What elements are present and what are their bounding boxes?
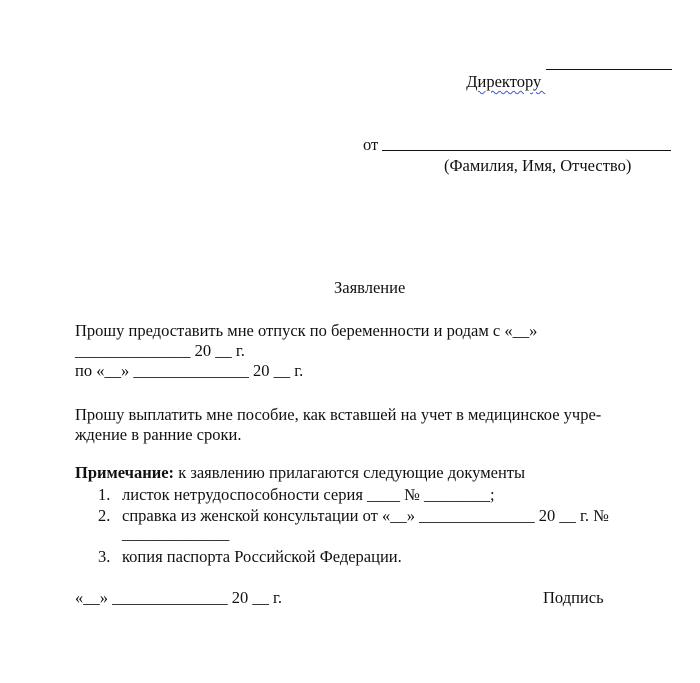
note-item-3-number: 3.	[98, 547, 111, 566]
request-line-2: ______________ 20 __ г.	[75, 341, 245, 360]
note-label: Примечание:	[75, 463, 175, 482]
recipient-label: Директору	[466, 72, 546, 91]
request-line-1: Прошу предоставить мне отпуск по беременности и родам с «__»	[75, 321, 538, 340]
from-prefix: от	[363, 135, 379, 154]
footer-date: «__» ______________ 20 __ г.	[75, 588, 283, 607]
note-item-1-text: листок нетрудоспособности серия ____ № ________;	[122, 485, 495, 504]
name-caption: (Фамилия, Имя, Отчество)	[444, 156, 632, 175]
note-item-1-number: 1.	[98, 485, 111, 504]
note-item-3-text: копия паспорта Российской Федерации.	[122, 547, 402, 566]
recipient-line	[546, 69, 672, 70]
from-line	[382, 150, 671, 151]
note-item-2-number: 2.	[98, 506, 111, 525]
document-title: Заявление	[334, 278, 406, 297]
note-item-2-continuation: _____________	[122, 524, 230, 543]
note-heading	[75, 463, 525, 483]
payment-line-2: ждение в ранние сроки.	[75, 425, 242, 444]
payment-line-1: Прошу выплатить мне пособие, как вставшей на учет в медицинское учре-	[75, 405, 602, 424]
recipient-title	[458, 52, 545, 92]
note-text: к заявлению прилагаются следующие документы	[174, 463, 526, 482]
request-line-3: по «__» ______________ 20 __ г.	[75, 361, 304, 380]
note-item-2-text: справка из женской консультации от «__» ______________ 20 __ г. №	[122, 506, 609, 525]
signature-label: Подпись	[543, 588, 604, 607]
